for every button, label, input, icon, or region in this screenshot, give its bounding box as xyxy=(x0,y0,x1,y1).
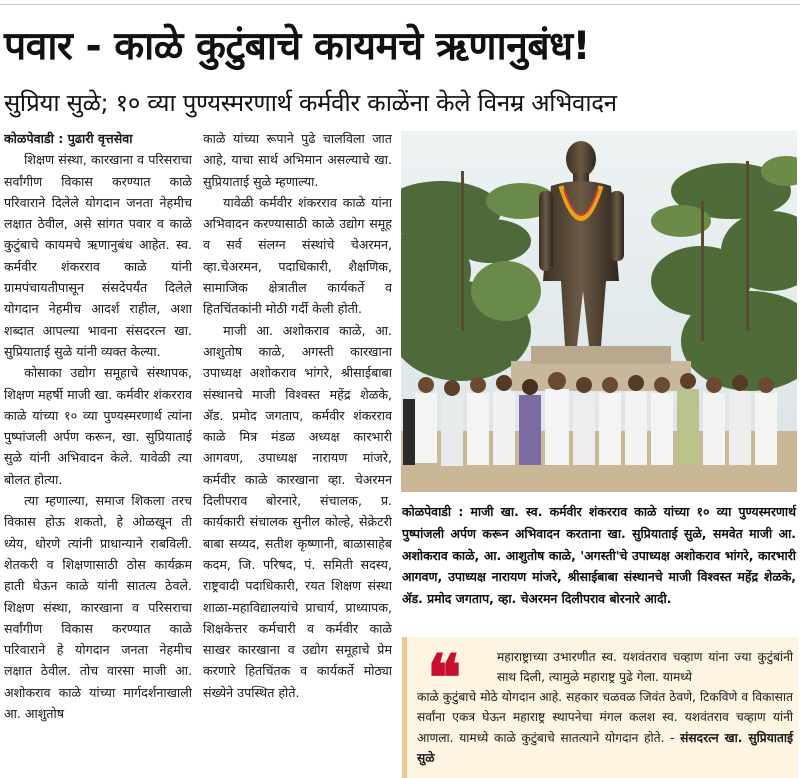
paragraph: काळे यांच्या रूपाने पुढे चालविला जात आहे, याचा सार्थ अभिमान असल्याचे खा. सुप्रियाताई सुळे म्हणाल्या. xyxy=(203,131,392,189)
quote-author: संसदरत्न खा. सुप्रियाताई सुळे xyxy=(417,730,794,766)
top-rule xyxy=(0,4,800,5)
paragraph: कोसाका उद्योग समूहाचे संस्थापक, शिक्षण महर्षी माजी खा. कर्मवीर शंकरराव काळे यांच्या १० व्या पुण्यस्मरणार्थ त्यांना पुष्पांजली अर्पण करून, खा. सुप्रियाताई सुळे यांनी अभिवादन केले. यावेळी त्या बोलत होत्या. xyxy=(4,365,192,487)
quote-text: काळे कुटुंबाचे मोठे योगदान आहे. सहकार चळवळ जिवंत ठेवणे, टिकविणे व विकासात सर्वांना एकत्र घेऊन महाराष्ट्र स्थापनेचा मंगल कलश स्व. यशवंतराव चव्हाण यांनी आणला. यामध्ये काळे कुटुंबाचे सातत्याने योगदान होते. - xyxy=(417,690,793,745)
subheadline: सुप्रिया सुळे; १० व्या पुण्यस्मरणार्थ कर्मवीर काळेंना केले विनम्र अभिवादन xyxy=(4,89,617,117)
quote-lead: महाराष्ट्राच्या उभारणीत स्व. यशवंतराव चव्हाण यांना ज्या कुटुंबांनी साथ दिली, त्यामुळे महाराष्ट्र पुढे गेला. यामध्ये xyxy=(497,650,793,685)
quote-box xyxy=(402,637,798,778)
photo-caption: कोळपेवाडी : माजी खा. स्व. कर्मवीर शंकरराव काळे यांच्या १० व्या पुण्यस्मरणार्थ पुष्पांजली अर्पण करून अभिवादन करताना खा. सुप्रियाताई सुळे, समवेत माजी आ. अशोकराव काळे, आ. आशुतोष काळे, 'अगस्ती'चे उपाध्यक्ष अशोकराव भांगरे, कारभारी आगवण, उपाध्यक्ष नारायण मांजरे, श्रीसाईबाबा संस्थानचे माजी विश्वस्त महेंद्र शेळके, ॲड. प्रमोद जगताप, व्हा. चेअरमन दिलीपराव बोरनारे आदी. xyxy=(402,504,796,607)
quote-mark-icon: ❝ xyxy=(427,641,462,716)
article-column-1 xyxy=(4,128,192,778)
paragraph: माजी आ. अशोकराव काळे, आ. आशुतोष काळे, अगस्ती कारखाना उपाध्यक्ष अशोकराव भांगरे, श्रीसाईबाबा संस्थानचे माजी विश्वस्त महेंद्र शेळके, ॲड. प्रमोद जगताप, कर्मवीर शंकरराव काळे मित्र मंडळ अध्यक्ष कारभारी आगवण, उपाध्यक्ष नारायण मांजरे, कर्मवीर काळे कारखाना व्हा. चेअरमन दिलीपराव बोरनारे, संचालक, प्र. कार्यकारी संचालक सुनील कोल्हे, सेक्रेटरी बाबा सय्यद, सतीश कृष्णानी, बाळासाहेब कदम, जि. परिषद, पं. समिती सदस्य, राष्ट्रवादी पदाधिकारी, रयत शिक्षण संस्था शाळा-महाविद्यालयांचे प्राचार्य, प्राध्यापक, शिक्षकेत्तर कर्मचारी व कर्मवीर काळे साखर कारखाना व उद्योग समूहाचे प्रेम करणारे हितचिंतक व कार्यकर्ते मोठ्या संख्येने उपस्थित होते. xyxy=(203,322,392,700)
quote-body xyxy=(417,687,793,769)
paragraph: शिक्षण संस्था, कारखाना व परिसराचा सर्वांगीण विकास करण्यात काळे परिवाराने दिलेले योगदान जनता नेहमीच लक्षात ठेवील, असे सांगत पवार व काळे कुटुंबाचे कायमचे ऋणानुबंध आहेत. स्व. कर्मवीर शंकरराव काळे यांनी ग्रामपंचायतीपासून संसदेपर्यंत दिलेले योगदान नेहमीच आदर्श राहील, अशा शब्दात आपल्या भावना संसदरत्न खा. सुप्रियाताई सुळे यांनी व्यक्त केल्या. xyxy=(4,152,192,359)
dateline: कोळपेवाडी : पुढारी वृत्तसेवा xyxy=(4,131,133,146)
headline: पवार - काळे कुटुंबाचे कायमचे ऋणानुबंध! xyxy=(4,24,590,69)
statue-ceremony-photo xyxy=(401,131,797,492)
article-column-2 xyxy=(203,128,392,778)
paragraph: यावेळी कर्मवीर शंकरराव काळे यांना अभिवादन करण्यासाठी काळे उद्योग समूह व सर्व संलग्न संस्थांचे चेअरमन, व्हा.चेअरमन, पदाधिकारी, शैक्षणिक, सामाजिक क्षेत्रातील कार्यकर्ते व हितचिंतकांनी मोठी गर्दी केली होती. xyxy=(203,194,392,317)
news-photo xyxy=(401,131,797,492)
paragraph: त्या म्हणाल्या, समाज शिकला तरच विकास होऊ शकतो, हे ओळखून ती ध्येय, धोरणे त्यांनी प्राधान्याने राबविली. शेतकरी व शिक्षणासाठी ठोस कार्यक्रम हाती घेऊन काळे यांनी सातत्य ठेवले. शिक्षण संस्था, कारखाना व परिसराचा सर्वांगीण विकास करण्यात काळे परिवाराने हे योगदान जनता नेहमीच लक्षात ठेवील. तोच वारसा माजी आ. अशोकराव काळे यांच्या मार्गदर्शनाखाली आ. आशुतोष xyxy=(4,493,192,722)
